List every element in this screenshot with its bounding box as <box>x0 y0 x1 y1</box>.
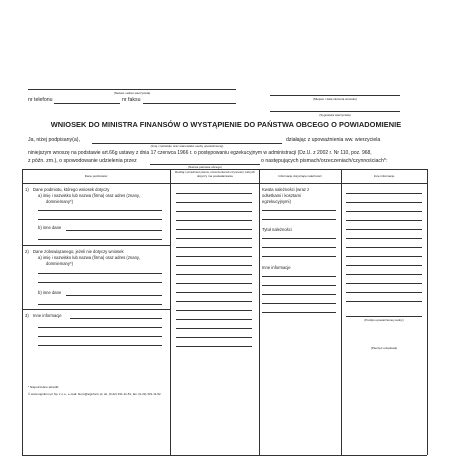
col2-line-10[interactable] <box>176 274 252 275</box>
col4-line-6[interactable] <box>346 238 422 239</box>
table-header-bottom <box>22 183 427 184</box>
col3-other-line-2[interactable] <box>262 285 336 286</box>
col2-line-2[interactable] <box>176 202 252 203</box>
header-other-info: Inne informacje <box>373 174 395 178</box>
col2-line-13[interactable] <box>176 301 252 302</box>
official-stamp-caption: (Pieczęć urzędowa) <box>370 346 398 350</box>
col4-line-11[interactable] <box>346 283 422 284</box>
col4-line-4[interactable] <box>346 220 422 221</box>
header-debt-info: Informacje dotyczące należności <box>278 174 322 178</box>
s3-line-4[interactable] <box>38 345 162 346</box>
table-left-border <box>22 169 23 455</box>
section1-number: 1) <box>25 187 29 192</box>
col2-line-5[interactable] <box>176 229 252 230</box>
col4-line-10[interactable] <box>346 274 422 275</box>
s3-line-1[interactable] <box>70 318 162 319</box>
signature-line[interactable] <box>270 111 400 112</box>
col4-line-3[interactable] <box>346 211 422 212</box>
fax-line[interactable] <box>143 103 236 104</box>
col4-line-13[interactable] <box>346 301 422 302</box>
s1a-line-1[interactable] <box>38 210 162 211</box>
section2-divider <box>22 309 170 310</box>
footnote: * Niepotrzebne skreślić <box>28 385 59 389</box>
col3-other-line-3[interactable] <box>262 294 336 295</box>
debt-amount-label-3: egzekucyjnymi) <box>262 199 291 204</box>
section1-item-a: a) imię i nazwisko lub nazwa (firma) oraz adres (znany, <box>38 193 140 198</box>
creditor-caption: (Nazwa i adres wierzyciela) <box>113 91 151 95</box>
col3-other-line-1[interactable] <box>262 276 336 277</box>
debt-amount-label: Kwota należności (wraz z <box>262 187 310 192</box>
table-col2-divider <box>259 169 260 455</box>
section2-number: 2) <box>25 249 29 254</box>
table-right-border <box>427 169 428 455</box>
legal-basis-text: niniejszym wnoszę na podstawie art.66g ustawy z dnia 17 czerwca 1966 r. o postępowaniu egzekucyjnym w administracji (Dz.U. z 2002 r. Nr 110, poz. 968, <box>28 150 372 156</box>
section3-number: 3) <box>25 313 29 318</box>
col3-amount-line-1[interactable] <box>262 210 336 211</box>
declarant-label: Ja, niżej podpisany(a), <box>28 137 80 143</box>
place-date-line[interactable] <box>270 95 400 96</box>
section2-item-a-cont: domniemany*) <box>46 261 73 266</box>
col4-line-8[interactable] <box>346 256 422 257</box>
col4-line-5[interactable] <box>346 229 422 230</box>
s3-line-3[interactable] <box>38 336 162 337</box>
table-col1-divider <box>170 169 171 455</box>
section2-item-a: a) imię i nazwisko lub nazwa (firma) oraz adres (znany, <box>38 255 140 260</box>
document-title: WNIOSEK DO MINISTRA FINANSÓW O WYSTĄPIENIE DO PAŃSTWA OBCEGO O POWIADOMIENIE <box>50 120 402 129</box>
col2-line-8[interactable] <box>176 256 252 257</box>
s3-line-2[interactable] <box>38 327 162 328</box>
footer-copyright: © www.signform.pl Sp. z o.o., e-mail: biuro@signform.pl, tel. (0-22) 331-11-51, fax: (0-22) 331-11-52 <box>28 392 161 396</box>
col2-line-1[interactable] <box>176 193 252 194</box>
col3-title-line-3[interactable] <box>262 256 336 257</box>
col2-line-15[interactable] <box>176 319 252 320</box>
table-col3-divider <box>341 169 342 455</box>
place-date-caption: (Miejsce i data złożenia wniosku) <box>313 97 357 101</box>
col2-line-3[interactable] <box>176 211 252 212</box>
col2-line-7[interactable] <box>176 247 252 248</box>
header-document-type: Rodzaj i przedmiot pisma, orzeczenia lub czynności, których dotyczy ma powiadamianie <box>174 170 256 178</box>
col3-amount-line-2[interactable] <box>262 219 336 220</box>
authorized-signature-line[interactable] <box>346 316 422 317</box>
col3-title-line-1[interactable] <box>262 238 336 239</box>
section1-item-b: b) inne dane <box>38 225 62 230</box>
col3-other-line-4[interactable] <box>262 303 336 304</box>
section1-divider <box>22 245 170 246</box>
col2-line-17[interactable] <box>176 337 252 338</box>
creditor-line <box>28 89 236 90</box>
request-documents-text: o następujących pismach/orzeczeniach/czynnościach*: <box>261 158 388 164</box>
s2b-line-1[interactable] <box>66 295 162 296</box>
col4-line-12[interactable] <box>346 292 422 293</box>
section1-item-a-cont: domniemany*) <box>46 199 73 204</box>
header-data-subjects: Dane podmiotów <box>84 174 108 178</box>
section2-heading: Dane zobowiązanego, jeżeli nie dotyczy wniosek <box>33 249 124 254</box>
col2-line-18[interactable] <box>176 346 252 347</box>
section1-heading: Dane podmiotu, którego wniosek dotyczy <box>33 187 110 192</box>
header <box>0 0 452 130</box>
debt-title-label: Tytuł należności <box>262 227 292 232</box>
col2-line-14[interactable] <box>176 310 252 311</box>
s2a-line-1[interactable] <box>38 273 162 274</box>
fax-label: nr faksu <box>122 97 141 103</box>
s1a-line-2[interactable] <box>38 219 162 220</box>
s2a-line-2[interactable] <box>38 282 162 283</box>
col4-line-1[interactable] <box>346 193 422 194</box>
table-bottom-border <box>22 455 427 456</box>
signature-caption: (Sygnatura wierzyciela) <box>319 113 351 117</box>
s1b-line-1[interactable] <box>66 230 162 231</box>
col2-line-9[interactable] <box>176 265 252 266</box>
col2-line-6[interactable] <box>176 238 252 239</box>
section3-heading: Inne informacje <box>33 313 62 318</box>
section2-item-b: b) inne dane <box>38 290 62 295</box>
declarant-caption: (Imię i nazwisko oraz stanowisko osoby upoważnionej) <box>150 144 224 148</box>
authorized-signature-caption: (Podpis upoważnionej osoby) <box>364 318 404 322</box>
authorization-text: działając z upoważnienia ww. wierzyciela <box>286 137 381 143</box>
col4-line-7[interactable] <box>346 247 422 248</box>
col3-title-line-2[interactable] <box>262 247 336 248</box>
col2-line-12[interactable] <box>176 292 252 293</box>
col2-line-4[interactable] <box>176 220 252 221</box>
foreign-state-caption: (Nazwa państwa obcego) <box>188 165 222 169</box>
s1b-line-2[interactable] <box>38 239 162 240</box>
col2-line-16[interactable] <box>176 328 252 329</box>
phone-label: nr telefonu <box>28 97 53 103</box>
phone-line[interactable] <box>54 103 120 104</box>
main-table <box>22 169 432 459</box>
request-text: z późn. zm.), o spowodowanie udzielenia przez <box>28 158 137 164</box>
s2b-line-2[interactable] <box>38 304 162 305</box>
col4-line-2[interactable] <box>346 202 422 203</box>
col3-other-line-5[interactable] <box>262 312 336 313</box>
debt-amount-label-2: odsetkami i kosztami <box>262 193 301 198</box>
col4-line-9[interactable] <box>346 265 422 266</box>
debt-other-label: Inne informacje <box>262 265 291 270</box>
col2-line-11[interactable] <box>176 283 252 284</box>
